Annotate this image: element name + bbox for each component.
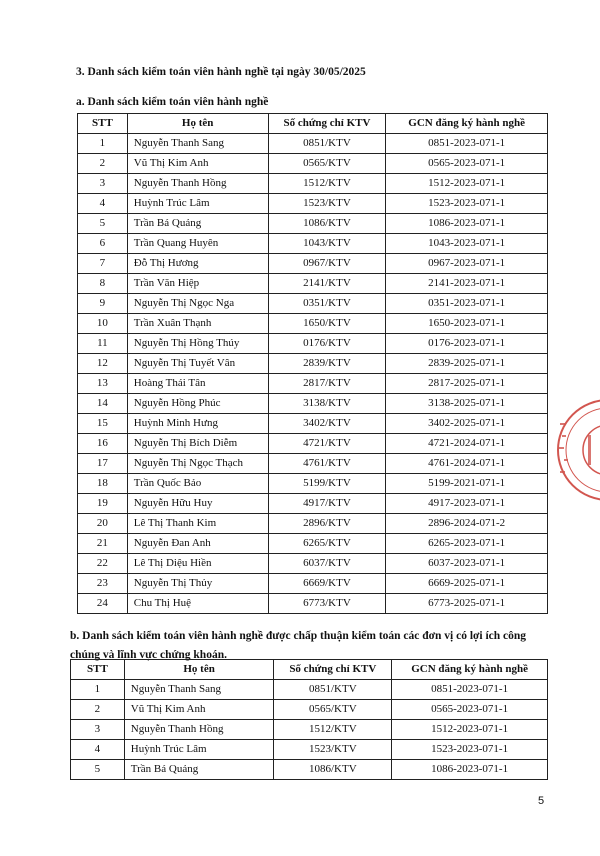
cell-stt: 5 xyxy=(78,214,128,234)
table-row xyxy=(78,274,548,294)
cell-registration: 1086-2023-071-1 xyxy=(392,760,548,780)
cell-registration: 0351-2023-071-1 xyxy=(386,294,548,314)
cell-registration: 1512-2023-071-1 xyxy=(386,174,548,194)
cell-name: Nguyễn Hồng Phúc xyxy=(127,394,268,414)
cell-name: Đỗ Thị Hương xyxy=(127,254,268,274)
cell-certificate: 6773/KTV xyxy=(268,594,386,614)
cell-certificate: 2817/KTV xyxy=(268,374,386,394)
table-row xyxy=(78,314,548,334)
table-row xyxy=(78,434,548,454)
cell-stt: 15 xyxy=(78,414,128,434)
table-row xyxy=(78,574,548,594)
table-row xyxy=(71,680,548,700)
table-row xyxy=(78,354,548,374)
table-row xyxy=(78,414,548,434)
table-row xyxy=(78,254,548,274)
page-number: 5 xyxy=(538,795,545,807)
cell-stt: 4 xyxy=(71,740,125,760)
table-row xyxy=(78,514,548,534)
cell-name: Nguyễn Thanh Hồng xyxy=(127,174,268,194)
cell-registration: 2817-2025-071-1 xyxy=(386,374,548,394)
cell-name: Nguyễn Thị Bích Diễm xyxy=(127,434,268,454)
cell-name: Huỳnh Minh Hưng xyxy=(127,414,268,434)
cell-name: Huỳnh Trúc Lâm xyxy=(127,194,268,214)
cell-registration: 0967-2023-071-1 xyxy=(386,254,548,274)
table-row xyxy=(78,534,548,554)
cell-certificate: 2896/KTV xyxy=(268,514,386,534)
cell-stt: 9 xyxy=(78,294,128,314)
cell-stt: 13 xyxy=(78,374,128,394)
cell-stt: 3 xyxy=(71,720,125,740)
cell-registration: 6669-2025-071-1 xyxy=(386,574,548,594)
table-row xyxy=(78,174,548,194)
cell-name: Vũ Thị Kim Anh xyxy=(124,700,274,720)
cell-registration: 1523-2023-071-1 xyxy=(392,740,548,760)
cell-name: Nguyễn Thị Ngọc Nga xyxy=(127,294,268,314)
cell-name: Nguyễn Đan Anh xyxy=(127,534,268,554)
cell-stt: 19 xyxy=(78,494,128,514)
cell-stt: 6 xyxy=(78,234,128,254)
table-row xyxy=(78,554,548,574)
cell-name: Trần Quang Huyên xyxy=(127,234,268,254)
cell-stt: 2 xyxy=(78,154,128,174)
col-header-certificate: Số chứng chỉ KTV xyxy=(268,114,386,134)
cell-stt: 4 xyxy=(78,194,128,214)
table-row xyxy=(71,700,548,720)
table-row xyxy=(78,474,548,494)
cell-name: Chu Thị Huệ xyxy=(127,594,268,614)
cell-certificate: 0851/KTV xyxy=(274,680,392,700)
table-row xyxy=(78,454,548,474)
cell-certificate: 1523/KTV xyxy=(274,740,392,760)
col-header-name: Họ tên xyxy=(127,114,268,134)
cell-name: Lê Thị Thanh Kim xyxy=(127,514,268,534)
cell-certificate: 1512/KTV xyxy=(274,720,392,740)
cell-name: Nguyễn Thị Thủy xyxy=(127,574,268,594)
cell-stt: 12 xyxy=(78,354,128,374)
table-row xyxy=(78,214,548,234)
cell-registration: 0565-2023-071-1 xyxy=(386,154,548,174)
cell-registration: 1650-2023-071-1 xyxy=(386,314,548,334)
cell-stt: 14 xyxy=(78,394,128,414)
cell-registration: 4917-2023-071-1 xyxy=(386,494,548,514)
table-row xyxy=(78,234,548,254)
cell-name: Huỳnh Trúc Lâm xyxy=(124,740,274,760)
cell-name: Nguyễn Thanh Sang xyxy=(124,680,274,700)
cell-certificate: 4917/KTV xyxy=(268,494,386,514)
table-header-row xyxy=(78,114,548,134)
col-header-certificate: Số chứng chỉ KTV xyxy=(274,660,392,680)
cell-certificate: 3138/KTV xyxy=(268,394,386,414)
section-b-title: b. Danh sách kiểm toán viên hành nghề được chấp thuận kiểm toán các đơn vị có lợi ích công chúng và lĩnh vực chứng khoán. xyxy=(70,630,527,661)
cell-registration: 4761-2024-071-1 xyxy=(386,454,548,474)
cell-certificate: 3402/KTV xyxy=(268,414,386,434)
cell-registration: 1512-2023-071-1 xyxy=(392,720,548,740)
cell-stt: 24 xyxy=(78,594,128,614)
cell-registration: 3138-2025-071-1 xyxy=(386,394,548,414)
cell-certificate: 1086/KTV xyxy=(268,214,386,234)
cell-stt: 17 xyxy=(78,454,128,474)
cell-stt: 11 xyxy=(78,334,128,354)
cell-certificate: 5199/KTV xyxy=(268,474,386,494)
cell-stt: 10 xyxy=(78,314,128,334)
cell-certificate: 1086/KTV xyxy=(274,760,392,780)
cell-registration: 5199-2021-071-1 xyxy=(386,474,548,494)
cell-certificate: 6037/KTV xyxy=(268,554,386,574)
cell-certificate: 1523/KTV xyxy=(268,194,386,214)
cell-registration: 4721-2024-071-1 xyxy=(386,434,548,454)
col-header-stt: STT xyxy=(71,660,125,680)
cell-certificate: 6669/KTV xyxy=(268,574,386,594)
table-row xyxy=(78,294,548,314)
cell-name: Trần Bá Quảng xyxy=(124,760,274,780)
cell-registration: 0851-2023-071-1 xyxy=(392,680,548,700)
cell-registration: 2839-2025-071-1 xyxy=(386,354,548,374)
table-row xyxy=(78,194,548,214)
table-header-row xyxy=(71,660,548,680)
cell-registration: 2896-2024-071-2 xyxy=(386,514,548,534)
cell-registration: 3402-2025-071-1 xyxy=(386,414,548,434)
approved-auditor-table xyxy=(70,659,548,780)
cell-registration: 6265-2023-071-1 xyxy=(386,534,548,554)
col-header-stt: STT xyxy=(78,114,128,134)
cell-name: Hoàng Thái Tân xyxy=(127,374,268,394)
company-seal-stamp xyxy=(552,395,600,505)
cell-name: Trần Quốc Bảo xyxy=(127,474,268,494)
cell-certificate: 6265/KTV xyxy=(268,534,386,554)
section-3-title: 3. Danh sách kiểm toán viên hành nghề tại ngày 30/05/2025 xyxy=(76,66,366,78)
cell-stt: 21 xyxy=(78,534,128,554)
table-row xyxy=(78,334,548,354)
cell-stt: 3 xyxy=(78,174,128,194)
cell-certificate: 0176/KTV xyxy=(268,334,386,354)
cell-certificate: 0565/KTV xyxy=(268,154,386,174)
cell-name: Vũ Thị Kim Anh xyxy=(127,154,268,174)
cell-name: Nguyễn Thanh Hồng xyxy=(124,720,274,740)
cell-certificate: 1043/KTV xyxy=(268,234,386,254)
cell-stt: 7 xyxy=(78,254,128,274)
cell-certificate: 0351/KTV xyxy=(268,294,386,314)
cell-stt: 5 xyxy=(71,760,125,780)
cell-stt: 23 xyxy=(78,574,128,594)
cell-registration: 0851-2023-071-1 xyxy=(386,134,548,154)
table-row xyxy=(78,394,548,414)
table-row xyxy=(78,374,548,394)
cell-name: Lê Thị Diệu Hiền xyxy=(127,554,268,574)
col-header-registration: GCN đăng ký hành nghề xyxy=(386,114,548,134)
cell-stt: 1 xyxy=(71,680,125,700)
table-row xyxy=(71,740,548,760)
cell-name: Nguyễn Thị Ngọc Thạch xyxy=(127,454,268,474)
cell-registration: 6773-2025-071-1 xyxy=(386,594,548,614)
cell-registration: 0176-2023-071-1 xyxy=(386,334,548,354)
cell-stt: 16 xyxy=(78,434,128,454)
cell-name: Nguyễn Thị Tuyết Vân xyxy=(127,354,268,374)
cell-registration: 1043-2023-071-1 xyxy=(386,234,548,254)
table-row xyxy=(78,154,548,174)
cell-registration: 1523-2023-071-1 xyxy=(386,194,548,214)
cell-certificate: 2141/KTV xyxy=(268,274,386,294)
cell-name: Trần Văn Hiệp xyxy=(127,274,268,294)
table-row xyxy=(78,134,548,154)
table-row xyxy=(71,760,548,780)
cell-registration: 2141-2023-071-1 xyxy=(386,274,548,294)
auditor-table xyxy=(77,113,548,614)
cell-certificate: 0967/KTV xyxy=(268,254,386,274)
cell-stt: 22 xyxy=(78,554,128,574)
cell-name: Nguyễn Thị Hồng Thúy xyxy=(127,334,268,354)
cell-stt: 8 xyxy=(78,274,128,294)
col-header-name: Họ tên xyxy=(124,660,274,680)
cell-name: Nguyễn Thanh Sang xyxy=(127,134,268,154)
cell-registration: 0565-2023-071-1 xyxy=(392,700,548,720)
cell-stt: 18 xyxy=(78,474,128,494)
cell-registration: 1086-2023-071-1 xyxy=(386,214,548,234)
cell-certificate: 2839/KTV xyxy=(268,354,386,374)
cell-stt: 2 xyxy=(71,700,125,720)
cell-certificate: 0565/KTV xyxy=(274,700,392,720)
cell-name: Trần Xuân Thạnh xyxy=(127,314,268,334)
cell-stt: 1 xyxy=(78,134,128,154)
col-header-registration: GCN đăng ký hành nghề xyxy=(392,660,548,680)
cell-certificate: 4761/KTV xyxy=(268,454,386,474)
cell-certificate: 4721/KTV xyxy=(268,434,386,454)
cell-name: Trần Bá Quảng xyxy=(127,214,268,234)
seal-rings xyxy=(558,400,600,500)
section-a-title: a. Danh sách kiểm toán viên hành nghề xyxy=(76,96,269,108)
table-row xyxy=(78,594,548,614)
cell-stt: 20 xyxy=(78,514,128,534)
table-row xyxy=(78,494,548,514)
cell-name: Nguyễn Hữu Huy xyxy=(127,494,268,514)
cell-certificate: 1512/KTV xyxy=(268,174,386,194)
cell-certificate: 1650/KTV xyxy=(268,314,386,334)
cell-registration: 6037-2023-071-1 xyxy=(386,554,548,574)
table-row xyxy=(71,720,548,740)
cell-certificate: 0851/KTV xyxy=(268,134,386,154)
